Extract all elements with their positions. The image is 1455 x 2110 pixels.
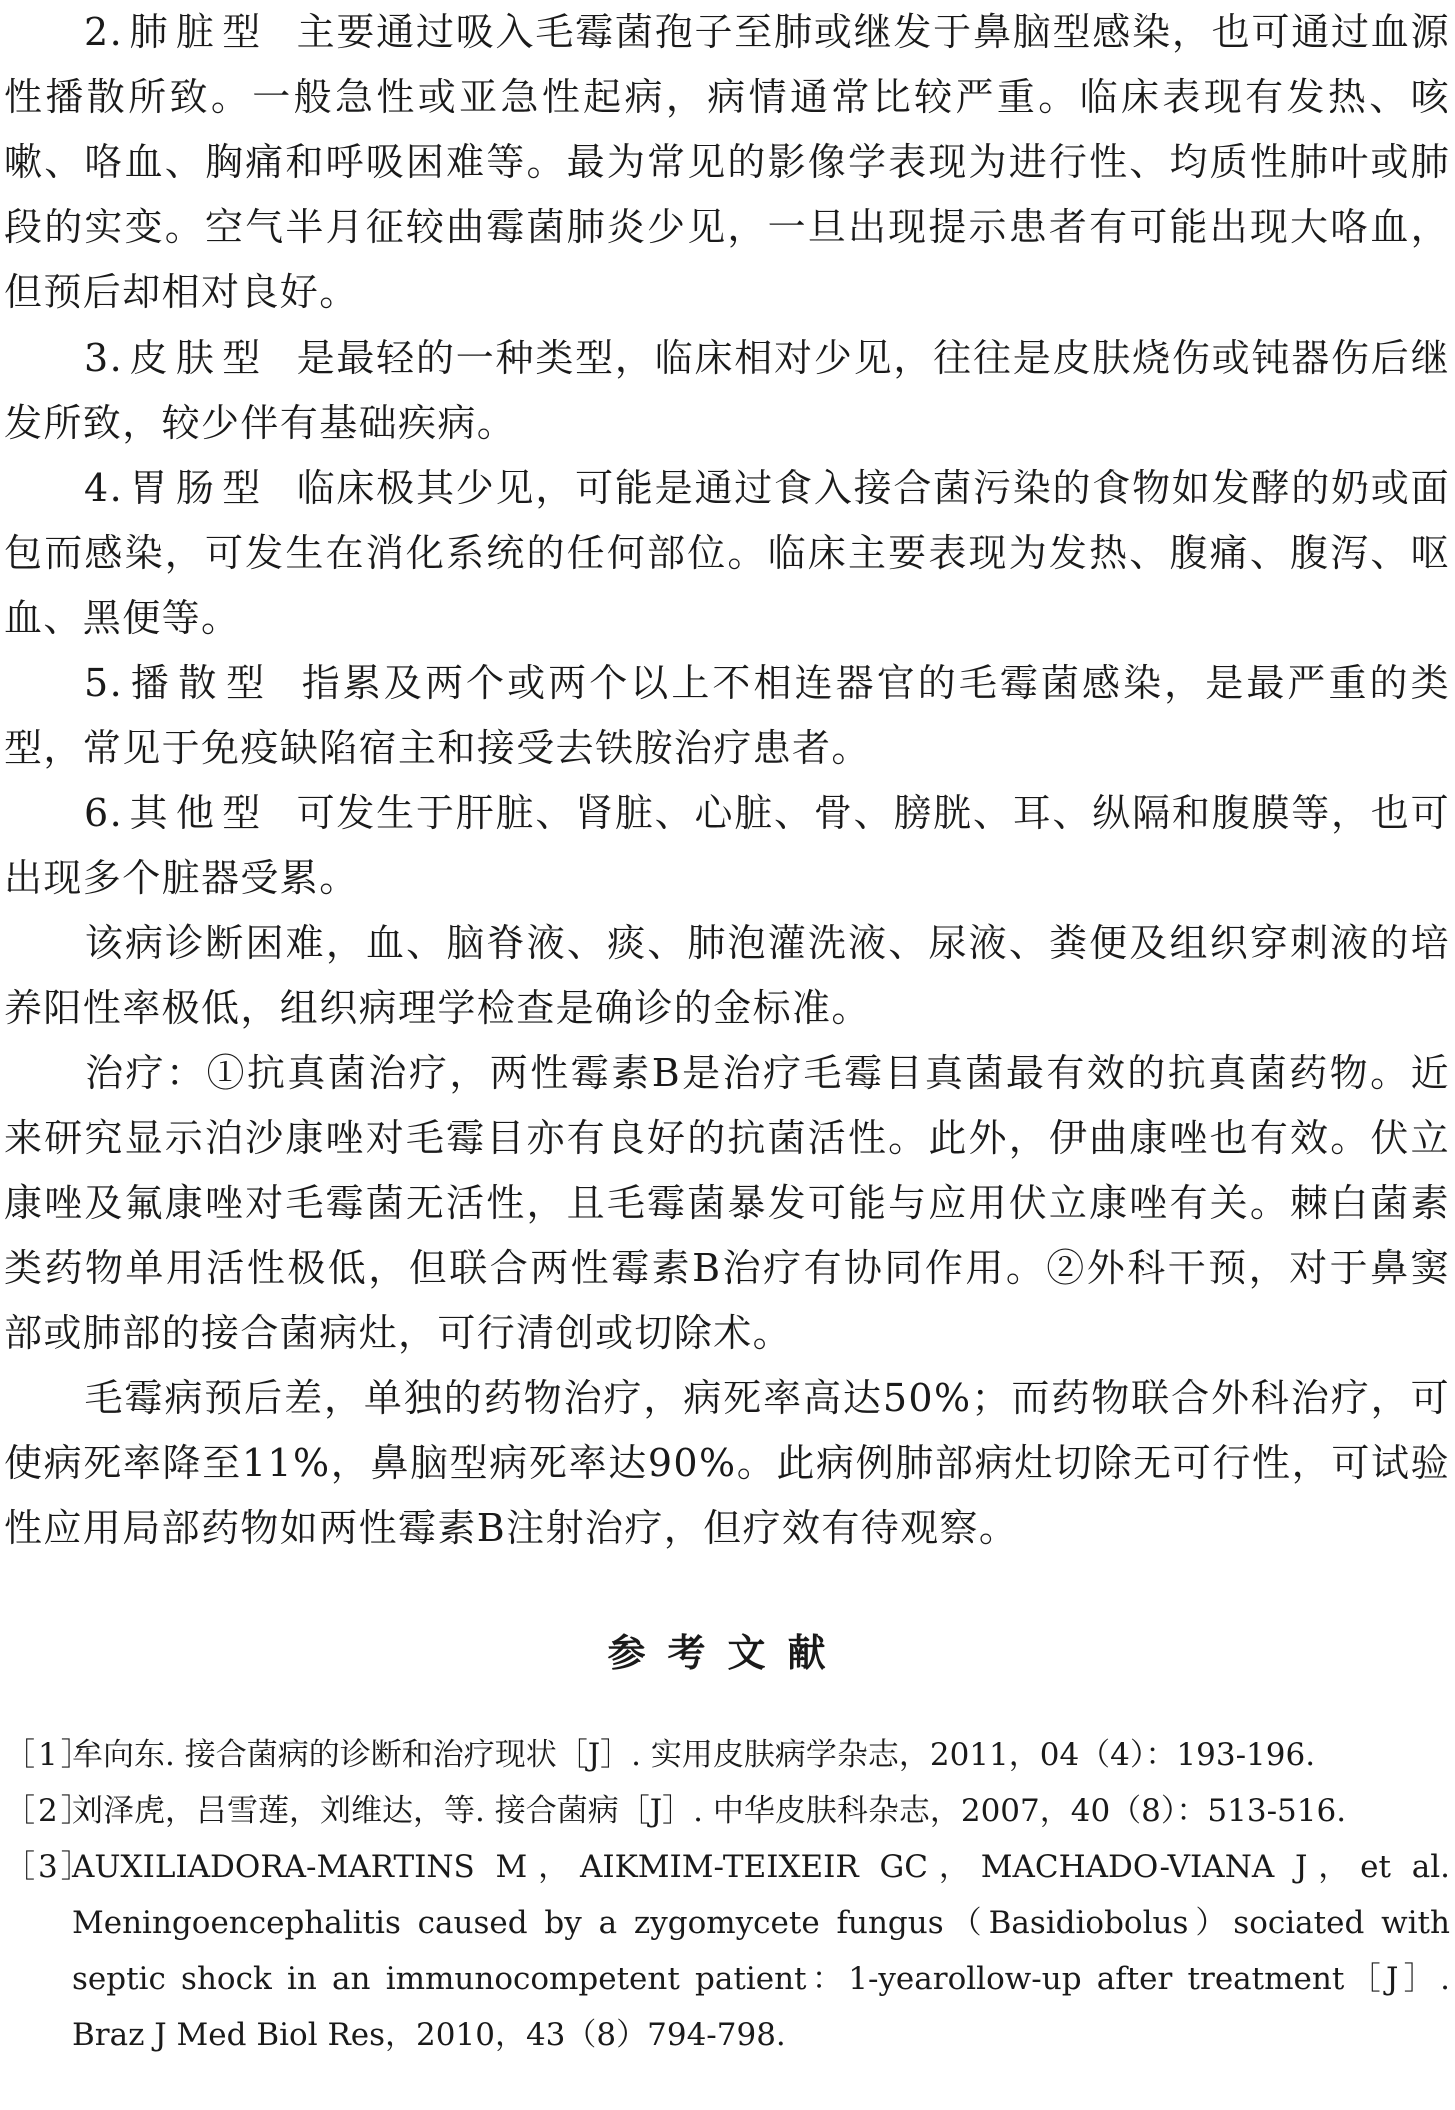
paragraph-text: 毛霉病预后差，单独的药物治疗，病死率高达50%；而药物联合外科治疗，可使病死率降至11%，鼻脑型病死率达90%。此病例肺部病灶切除无可行性，可试验性应用局部药物如两性霉素B注射治疗，但疗效有待观察。 — [4, 1376, 1450, 1550]
reference-item — [4, 1783, 1450, 1839]
item-text: 临床极其少见，可能是通过食入接合菌污染的食物如发酵的奶或面包而感染，可发生在消化系统的任何部位。临床主要表现为发热、腹痛、腹泻、呕血、黑便等。 — [4, 466, 1450, 640]
item-text: 指累及两个或两个以上不相连器官的毛霉菌感染，是最严重的类型，常见于免疫缺陷宿主和接受去铁胺治疗患者。 — [4, 661, 1450, 770]
reference-text: AUXILIADORA-MARTINS M，AIKMIM-TEIXEIR GC，MACHADO-VIANA J，et al. Meningoencephalitis caused by a zygomycete fungus（Basidiobolus）sociated with septic shock in an immunocompetent patient：1-yearollow-up after treatment［J］. Braz J Med Biol Res，2010，43（8）794-798. — [72, 1849, 1450, 2053]
item-label: 播散型 — [129, 661, 274, 705]
reference-list — [4, 1727, 1450, 2063]
reference-number: ［1］ — [4, 1737, 95, 1773]
reference-number: ［2］ — [4, 1793, 95, 1829]
item-text: 可发生于肝脏、肾脏、心脏、骨、膀胱、耳、纵隔和腹膜等，也可出现多个脏器受累。 — [4, 791, 1450, 900]
item-label: 皮肤型 — [129, 336, 269, 380]
reference-text: 牟向东. 接合菌病的诊断和治疗现状［J］. 实用皮肤病学杂志，2011，04（4）：193-196. — [72, 1737, 1316, 1773]
item-text: 是最轻的一种类型，临床相对少见，往往是皮肤烧伤或钝器伤后继发所致，较少伴有基础疾病。 — [4, 336, 1450, 445]
item-number: 2. — [84, 10, 124, 54]
item-number: 4. — [84, 466, 124, 510]
reference-item — [4, 1727, 1450, 1783]
paragraph-disseminated-type — [4, 651, 1450, 781]
item-text: 主要通过吸入毛霉菌孢子至肺或继发于鼻脑型感染，也可通过血源性播散所致。一般急性或亚急性起病，病情通常比较严重。临床表现有发热、咳嗽、咯血、胸痛和呼吸困难等。最为常见的影像学表现为进行性、均质性肺叶或肺段的实变。空气半月征较曲霉菌肺炎少见，一旦出现提示患者有可能出现大咯血，但预后却相对良好。 — [4, 10, 1450, 314]
item-number: 5. — [84, 661, 124, 705]
item-label: 肺脏型 — [129, 10, 269, 54]
reference-number: ［3］ — [4, 1849, 95, 1885]
reference-item — [4, 1839, 1450, 2063]
paragraph-gi-type — [4, 456, 1450, 651]
reference-text: 刘泽虎，吕雪莲，刘维达，等. 接合菌病［J］. 中华皮肤科杂志，2007，40（8）：513-516. — [72, 1793, 1347, 1829]
item-label: 其他型 — [129, 791, 269, 835]
paragraph-other-type — [4, 781, 1450, 911]
paragraph-skin-type — [4, 326, 1450, 456]
paragraph-treatment — [4, 1041, 1450, 1366]
references-heading: 参考文献 — [607, 1630, 848, 1675]
item-number: 6. — [84, 791, 124, 835]
paragraph-prognosis — [4, 1366, 1450, 1561]
paragraph-diagnosis — [4, 911, 1450, 1041]
item-number: 3. — [84, 336, 124, 380]
paragraph-text: 该病诊断困难，血、脑脊液、痰、肺泡灌洗液、尿液、粪便及组织穿刺液的培养阳性率极低，组织病理学检查是确诊的金标准。 — [4, 921, 1450, 1030]
item-label: 胃肠型 — [129, 466, 269, 510]
paragraph-text: 治疗：①抗真菌治疗，两性霉素B是治疗毛霉目真菌最有效的抗真菌药物。近来研究显示泊沙康唑对毛霉目亦有良好的抗菌活性。此外，伊曲康唑也有效。伏立康唑及氟康唑对毛霉菌无活性，且毛霉菌暴发可能与应用伏立康唑有关。棘白菌素类药物单用活性极低，但联合两性霉素B治疗有协同作用。②外科干预，对于鼻窦部或肺部的接合菌病灶，可行清创或切除术。 — [4, 1051, 1450, 1355]
paragraph-lung-type — [4, 0, 1450, 325]
